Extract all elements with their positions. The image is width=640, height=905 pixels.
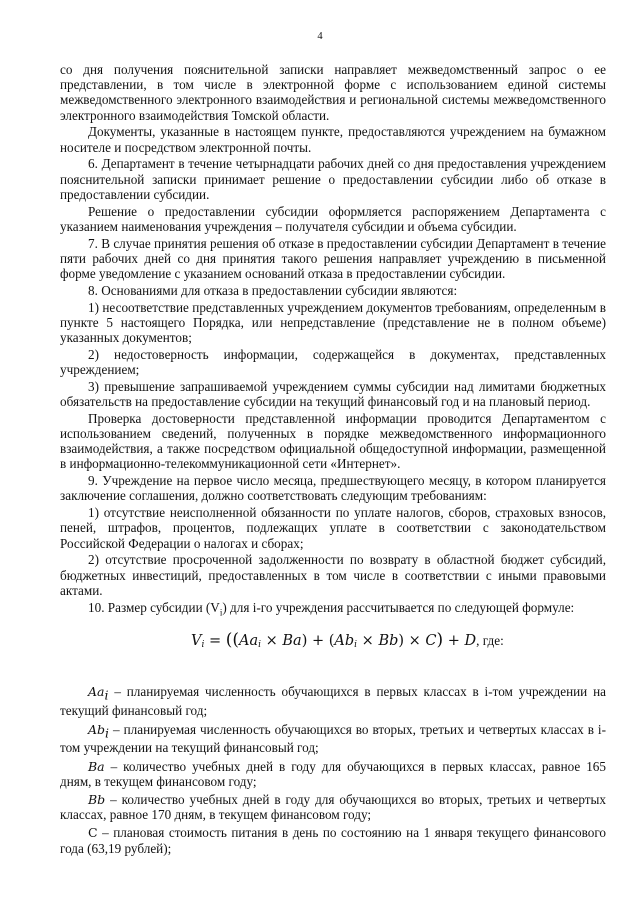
formula-term-d: D xyxy=(464,633,477,650)
paragraph: 1) несоответствие представленных учреждением документов требованиям, определенным в пункте 5 настоящего Порядка, или непредставление (представление не в полном объеме) указанных документов; xyxy=(60,299,606,346)
formula-term-ba: Ba xyxy=(282,633,302,650)
definition-text: – количество учебных дней в году для обучающихся во вторых, третьих и четвертых классах, равное 170 дням, в текущем финансовом году; xyxy=(60,791,606,823)
formula-term-aa: Aa xyxy=(239,633,259,650)
definition-text: – количество учебных дней в году для обучающихся в первых классах, равное 165 дням, в текущем финансовом году; xyxy=(60,758,606,789)
definition-var: Ba xyxy=(88,758,105,774)
definition-ab xyxy=(60,722,606,756)
paragraph: 2) отсутствие просроченной задолженности по возврату в областной бюджет субсидий, бюджетных инвестиций, предоставленных в том числе в соответствии с иными правовыми актами. xyxy=(60,552,606,598)
formula-term-c: C xyxy=(425,633,437,650)
formula-tail: , где: xyxy=(476,633,504,649)
definition-c xyxy=(60,825,606,855)
subsidy-formula: $V_i = ((Aa_i \times Ba) + (Ab_i \times Bb) \times C) + D$, где: xyxy=(191,630,504,651)
definition-var: Bb xyxy=(88,791,106,807)
formula-eq: = xyxy=(204,633,226,650)
paragraph: Решение о предоставлении субсидии оформляется распоряжением Департамента с указанием наименования учреждения – получателя субсидии и объема субсидии. xyxy=(60,203,606,234)
paragraph: 3) превышение запрашиваемой учреждением суммы субсидии над лимитами бюджетных обязательств на предоставление субсидии на текущий финансовый год и на плановый период. xyxy=(60,378,606,410)
formula-lhs-sub: i xyxy=(201,640,205,651)
formula-intro xyxy=(60,600,606,621)
definition-var-sub: i xyxy=(104,688,109,704)
definition-ba xyxy=(60,759,606,789)
formula-intro-before: 10. Размер субсидии (V xyxy=(88,599,220,615)
paragraph: 9. Учреждение на первое число месяца, предшествующего месяцу, в котором планируется заключение соглашения, должно соответствовать следующим требованиям: xyxy=(60,473,606,504)
page-number: 4 xyxy=(317,31,323,42)
definition-text: – планируемая численность обучающихся во вторых, третьих и четвертых классах в i-том учреждении на текущий финансовый год; xyxy=(60,721,606,756)
document-body xyxy=(60,62,606,859)
formula-term-bb: Bb xyxy=(378,633,399,650)
definition-var: Ab xyxy=(88,721,106,737)
paragraph: 6. Департамент в течение четырнадцати рабочих дней со дня предоставления учреждением пояснительной записки принимает решение о предоставлении субсидии либо об отказе в предоставлении субсидии. xyxy=(60,156,606,202)
formula-term-ab-sub: i xyxy=(354,640,358,651)
definition-aa xyxy=(60,684,606,718)
definition-bb xyxy=(60,792,606,822)
definition-text: – плановая стоимость питания в день по состоянию на 1 января текущего финансового года (63,19 рублей); xyxy=(60,825,606,856)
paragraph: Проверка достоверности представленной информации проводится Департаментом с использованием сведений, полученных в порядке межведомственного информационного взаимодействия, а также посредством официальной общедоступной информации, размещенной в информационно-телекоммуникационной сети «Интернет». xyxy=(60,410,606,472)
paragraph: Документы, указанные в настоящем пункте, предоставляются учреждением на бумажном носителе и посредством электронной почты. xyxy=(60,124,606,155)
formula-intro-after: ) для i-го учреждения рассчитывается по следующей формуле: xyxy=(222,599,575,615)
definition-text: – планируемая численность обучающихся в первых классах в i-том учреждении на текущий финансовый год; xyxy=(60,684,606,719)
paragraph: 8. Основаниями для отказа в предоставлении субсидии являются: xyxy=(88,282,458,298)
definition-var: Aa xyxy=(88,684,105,700)
definition-var: C xyxy=(88,825,98,841)
formula-lhs: V xyxy=(191,633,202,650)
formula-term-aa-sub: i xyxy=(258,640,262,651)
definition-var-sub: i xyxy=(105,725,110,741)
formula-intro-sub: i xyxy=(219,607,223,618)
paragraph: со дня получения пояснительной записки направляет межведомственный запрос о ее представлении, в том числе в электронной форме с использованием единой системы межведомственного электронного взаимодействия и региональной системы межведомственного электронного взаимодействия Томской области. xyxy=(60,62,606,123)
formula-term-ab: Ab xyxy=(334,633,355,650)
paragraph: 7. В случае принятия решения об отказе в предоставлении субсидии Департамент в течение пяти рабочих дней со дня принятия такого решения направляет учреждению в письменной форме уведомление с указанием оснований отказа в предоставлении субсидии. xyxy=(60,235,606,282)
paragraph: 2) недостоверность информации, содержащейся в документах, представленных учреждением; xyxy=(60,346,606,378)
paragraph: 1) отсутствие неисполненной обязанности по уплате налогов, сборов, страховых взносов, пеней, штрафов, процентов, подлежащих уплате в соответствии с законодательством Российской Федерации о налогах и сборах; xyxy=(60,505,606,551)
